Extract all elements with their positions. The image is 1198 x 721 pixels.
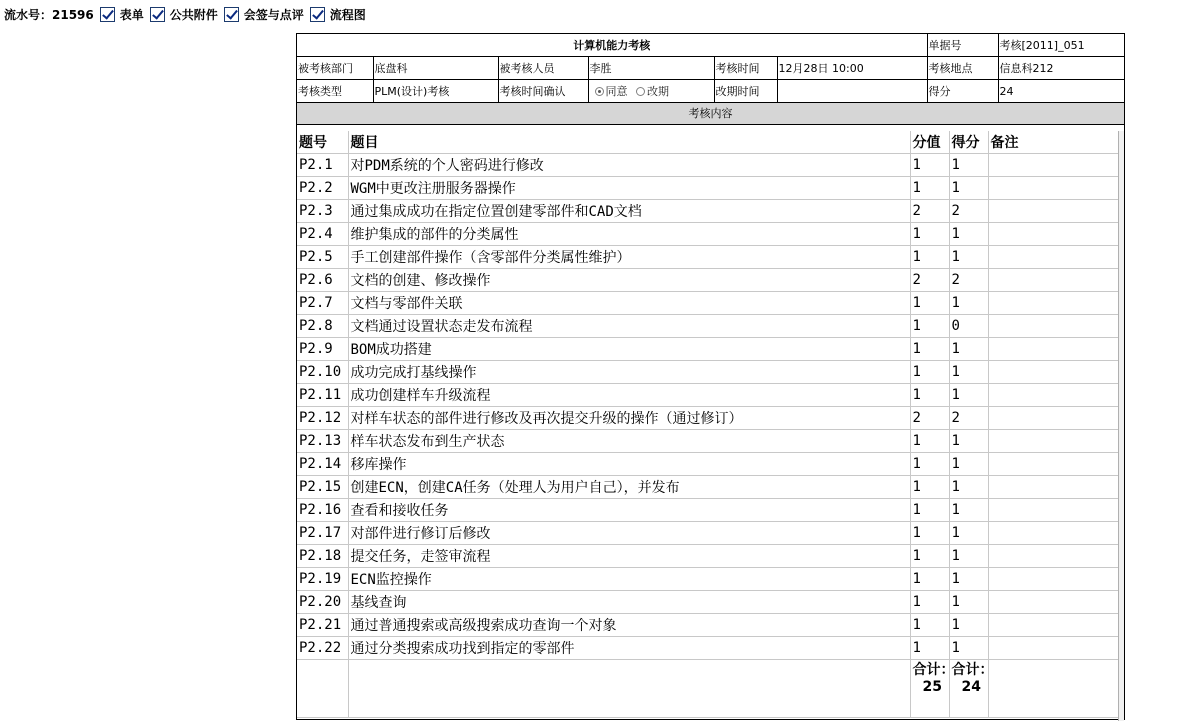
total-points-label: 合计： (912, 662, 955, 678)
cell-score: 1 (949, 246, 988, 269)
total-empty-no (297, 660, 348, 718)
cell-question: 样车状态发布到生产状态 (348, 430, 910, 453)
score-label: 得分 (927, 80, 998, 103)
person-value: 李胜 (588, 57, 714, 80)
total-points (910, 660, 955, 718)
cell-score: 1 (949, 499, 988, 522)
cell-points: 1 (910, 338, 949, 361)
cell-remark[interactable] (988, 223, 1119, 246)
cell-score: 2 (949, 407, 988, 430)
cell-score: 1 (949, 637, 988, 660)
cell-question: ECN监控操作 (348, 568, 910, 591)
cell-no: P2.7 (297, 292, 348, 315)
cell-no: P2.3 (297, 200, 348, 223)
table-row (297, 545, 1119, 568)
cell-remark[interactable] (988, 545, 1119, 568)
cell-no: P2.1 (297, 154, 348, 177)
cell-no: P2.4 (297, 223, 348, 246)
option-flowchart-label: 流程图 (329, 7, 366, 22)
total-points-value: 25 (922, 679, 942, 695)
table-row (297, 476, 1119, 499)
cell-question: WGM中更改注册服务器操作 (348, 177, 910, 200)
cell-points: 1 (910, 499, 949, 522)
cell-points: 1 (910, 384, 949, 407)
cell-points: 1 (910, 591, 949, 614)
confirm-label: 考核时间确认 (498, 80, 588, 103)
cell-score: 1 (949, 223, 988, 246)
assessment-form (296, 33, 1125, 720)
option-countersign-comment-label: 会签与点评 (243, 7, 304, 22)
person-label: 被考核人员 (498, 57, 588, 80)
cell-remark[interactable] (988, 177, 1119, 200)
table-row (297, 292, 1119, 315)
form-header-table (297, 34, 1124, 103)
cell-points: 1 (910, 361, 949, 384)
total-score-value: 24 (961, 679, 981, 695)
table-row (297, 430, 1119, 453)
cell-question: 基线查询 (348, 591, 910, 614)
cell-question: 文档的创建、修改操作 (348, 269, 910, 292)
table-row (297, 361, 1119, 384)
section-title: 考核内容 (297, 103, 1124, 125)
top-toolbar (4, 4, 372, 24)
cell-remark[interactable] (988, 522, 1119, 545)
cell-score: 1 (949, 338, 988, 361)
confirm-radio-group (588, 80, 714, 103)
cell-remark[interactable] (988, 384, 1119, 407)
location-value: 信息科212 (998, 57, 1124, 80)
table-row (297, 384, 1119, 407)
checkbox-countersign-comment[interactable] (224, 7, 239, 22)
cell-no: P2.17 (297, 522, 348, 545)
checkbox-form[interactable] (100, 7, 115, 22)
cell-points: 2 (910, 200, 949, 223)
cell-points: 1 (910, 522, 949, 545)
total-score (949, 660, 994, 718)
time-label: 考核时间 (714, 57, 777, 80)
cell-points: 1 (910, 476, 949, 499)
option-form[interactable] (100, 6, 144, 23)
cell-no: P2.14 (297, 453, 348, 476)
cell-points: 1 (910, 430, 949, 453)
cell-points: 1 (910, 246, 949, 269)
cell-no: P2.19 (297, 568, 348, 591)
table-row (297, 453, 1119, 476)
dept-value: 底盘科 (373, 57, 498, 80)
score-value: 24 (998, 80, 1124, 103)
cell-no: P2.20 (297, 591, 348, 614)
table-row (297, 315, 1119, 338)
cell-score: 1 (949, 453, 988, 476)
cell-points: 1 (910, 292, 949, 315)
cell-no: P2.21 (297, 614, 348, 637)
cell-points: 1 (910, 315, 949, 338)
cell-score: 2 (949, 200, 988, 223)
change-time-value[interactable] (777, 80, 927, 103)
radio-agree[interactable] (595, 87, 604, 96)
cell-points: 1 (910, 568, 949, 591)
cell-question: 对样车状态的部件进行修改及再次提交升级的操作（通过修订） (348, 407, 910, 430)
cell-question: BOM成功搭建 (348, 338, 910, 361)
cell-score: 1 (949, 614, 988, 637)
option-flowchart[interactable] (310, 6, 366, 23)
cell-no: P2.5 (297, 246, 348, 269)
cell-remark[interactable] (988, 246, 1119, 269)
radio-change-label: 改期 (647, 85, 669, 98)
option-countersign-comment[interactable] (224, 6, 304, 23)
dept-label: 被考核部门 (297, 57, 373, 80)
doc-no-value: 考核[2011]_051 (998, 34, 1124, 57)
cell-score: 1 (949, 154, 988, 177)
cell-question: 提交任务，走签审流程 (348, 545, 910, 568)
cell-question: 通过集成成功在指定位置创建零部件和CAD文档 (348, 200, 910, 223)
col-header-points: 分值 (910, 131, 949, 154)
items-header-row (297, 131, 1119, 154)
cell-question: 通过普通搜索或高级搜索成功查询一个对象 (348, 614, 910, 637)
cell-points: 1 (910, 223, 949, 246)
checkbox-flowchart[interactable] (310, 7, 325, 22)
cell-question: 成功创建样车升级流程 (348, 384, 910, 407)
total-score-label: 合计： (951, 662, 994, 678)
cell-question: 维护集成的部件的分类属性 (348, 223, 910, 246)
items-scroll-area[interactable] (297, 129, 1124, 721)
type-value: PLM(设计)考核 (373, 80, 498, 103)
table-row (297, 200, 1119, 223)
cell-points: 2 (910, 407, 949, 430)
cell-question: 查看和接收任务 (348, 499, 910, 522)
cell-question: 文档与零部件关联 (348, 292, 910, 315)
type-label: 考核类型 (297, 80, 373, 103)
cell-remark[interactable] (988, 614, 1119, 637)
cell-no: P2.18 (297, 545, 348, 568)
cell-points: 1 (910, 154, 949, 177)
cell-question: 文档通过设置状态走发布流程 (348, 315, 910, 338)
cell-no: P2.15 (297, 476, 348, 499)
table-row (297, 223, 1119, 246)
cell-no: P2.22 (297, 637, 348, 660)
total-empty-question (348, 660, 910, 718)
option-public-attachment-label: 公共附件 (169, 7, 218, 22)
cell-remark[interactable] (988, 315, 1119, 338)
table-row (297, 522, 1119, 545)
cell-no: P2.6 (297, 269, 348, 292)
cell-question: 对PDM系统的个人密码进行修改 (348, 154, 910, 177)
cell-remark[interactable] (988, 338, 1119, 361)
cell-remark[interactable] (988, 200, 1119, 223)
cell-score: 1 (949, 292, 988, 315)
table-row (297, 269, 1119, 292)
col-header-remark: 备注 (988, 131, 1119, 154)
cell-no: P2.9 (297, 338, 348, 361)
cell-no: P2.13 (297, 430, 348, 453)
items-table (297, 131, 1120, 718)
cell-no: P2.12 (297, 407, 348, 430)
cell-remark[interactable] (988, 269, 1119, 292)
table-row (297, 246, 1119, 269)
cell-score: 2 (949, 269, 988, 292)
cell-score: 1 (949, 384, 988, 407)
cell-score: 0 (949, 315, 988, 338)
cell-no: P2.8 (297, 315, 348, 338)
cell-question: 通过分类搜索成功找到指定的零部件 (348, 637, 910, 660)
cell-remark[interactable] (988, 361, 1119, 384)
option-public-attachment[interactable] (150, 6, 218, 23)
doc-no-label: 单据号 (927, 34, 998, 57)
cell-remark[interactable] (988, 453, 1119, 476)
cell-score: 1 (949, 430, 988, 453)
table-row (297, 568, 1119, 591)
total-row (297, 660, 1119, 718)
vertical-scrollbar[interactable] (1118, 131, 1124, 721)
cell-question: 手工创建部件操作（含零部件分类属性维护） (348, 246, 910, 269)
flow-number-label: 流水号：21596 (4, 7, 94, 22)
cell-points: 1 (910, 614, 949, 637)
cell-question: 移库操作 (348, 453, 910, 476)
cell-question: 创建ECN，创建CA任务（处理人为用户自己），并发布 (348, 476, 910, 499)
cell-remark[interactable] (988, 476, 1119, 499)
form-title: 计算机能力考核 (297, 34, 927, 57)
cell-no: P2.11 (297, 384, 348, 407)
cell-no: P2.2 (297, 177, 348, 200)
col-header-score: 得分 (949, 131, 988, 154)
cell-score: 1 (949, 568, 988, 591)
cell-remark[interactable] (988, 499, 1119, 522)
time-value: 12月28日 10:00 (777, 57, 927, 80)
table-row (297, 637, 1119, 660)
cell-points: 1 (910, 453, 949, 476)
total-empty-remark (988, 660, 1119, 718)
cell-remark[interactable] (988, 292, 1119, 315)
cell-no: P2.16 (297, 499, 348, 522)
radio-change[interactable] (636, 87, 645, 96)
table-row (297, 338, 1119, 361)
table-row (297, 154, 1119, 177)
cell-remark[interactable] (988, 637, 1119, 660)
table-row (297, 407, 1119, 430)
cell-points: 1 (910, 637, 949, 660)
location-label: 考核地点 (927, 57, 998, 80)
cell-points: 1 (910, 545, 949, 568)
cell-question: 成功完成打基线操作 (348, 361, 910, 384)
cell-score: 1 (949, 177, 988, 200)
cell-score: 1 (949, 591, 988, 614)
cell-remark[interactable] (988, 591, 1119, 614)
option-form-label: 表单 (119, 7, 144, 22)
table-row (297, 614, 1119, 637)
cell-points: 1 (910, 177, 949, 200)
cell-remark[interactable] (988, 430, 1119, 453)
cell-score: 1 (949, 361, 988, 384)
table-row (297, 177, 1119, 200)
flow-number (4, 6, 94, 23)
change-time-label: 改期时间 (714, 80, 777, 103)
cell-score: 1 (949, 476, 988, 499)
table-row (297, 499, 1119, 522)
cell-remark[interactable] (988, 568, 1119, 591)
cell-score: 1 (949, 545, 988, 568)
cell-no: P2.10 (297, 361, 348, 384)
radio-agree-label: 同意 (605, 85, 628, 98)
cell-question: 对部件进行修订后修改 (348, 522, 910, 545)
cell-remark[interactable] (988, 407, 1119, 430)
table-row (297, 591, 1119, 614)
col-header-question: 题目 (348, 131, 910, 154)
col-header-no: 题号 (297, 131, 348, 154)
cell-remark[interactable] (988, 154, 1119, 177)
cell-score: 1 (949, 522, 988, 545)
checkbox-public-attachment[interactable] (150, 7, 165, 22)
cell-points: 2 (910, 269, 949, 292)
